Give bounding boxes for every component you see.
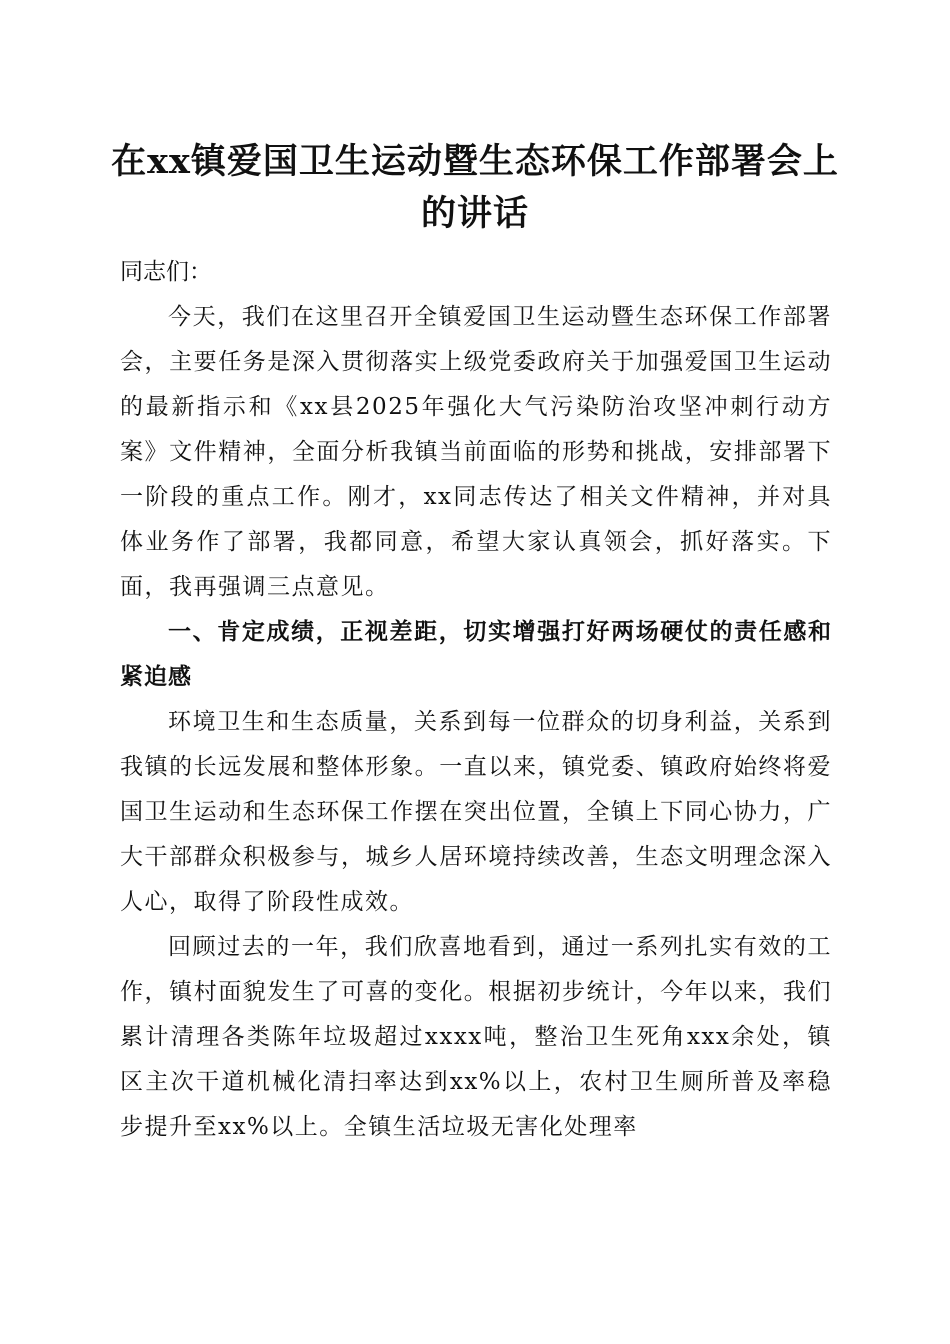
section1-paragraph-2: 回顾过去的一年，我们欣喜地看到，通过一系列扎实有效的工作，镇村面貌发生了可喜的变化。根据初步统计，今年以来，我们累计清理各类陈年垃圾超过xxxx吨，整治卫生死角xxx余处，镇区主次干道机械化清扫率达到xx%以上，农村卫生厕所普及率稳步提升至xx%以上。全镇生活垃圾无害化处理率 xyxy=(120,934,832,1140)
salutation: 同志们： xyxy=(120,259,212,285)
document-title: 在xx镇爱国卫生运动暨生态环保工作部署会上的讲话 xyxy=(111,141,839,234)
document-body xyxy=(120,250,832,1150)
section1-paragraph-1: 环境卫生和生态质量，关系到每一位群众的切身利益，关系到我镇的长远发展和整体形象。一直以来，镇党委、镇政府始终将爱国卫生运动和生态环保工作摆在突出位置，全镇上下同心协力，广大干部群众积极参与，城乡人居环境持续改善，生态文明理念深入人心，取得了阶段性成效。 xyxy=(120,709,832,915)
intro-paragraph: 今天，我们在这里召开全镇爱国卫生运动暨生态环保工作部署会，主要任务是深入贯彻落实上级党委政府关于加强爱国卫生运动的最新指示和《xx县2025年强化大气污染防治攻坚冲刺行动方案》文件精神，全面分析我镇当前面临的形势和挑战，安排部署下一阶段的重点工作。刚才，xx同志传达了相关文件精神，并对具体业务作了部署，我都同意，希望大家认真领会，抓好落实。下面，我再强调三点意见。 xyxy=(120,304,832,600)
section-heading-1: 一、肯定成绩，正视差距，切实增强打好两场硬仗的责任感和紧迫感 xyxy=(120,619,832,690)
